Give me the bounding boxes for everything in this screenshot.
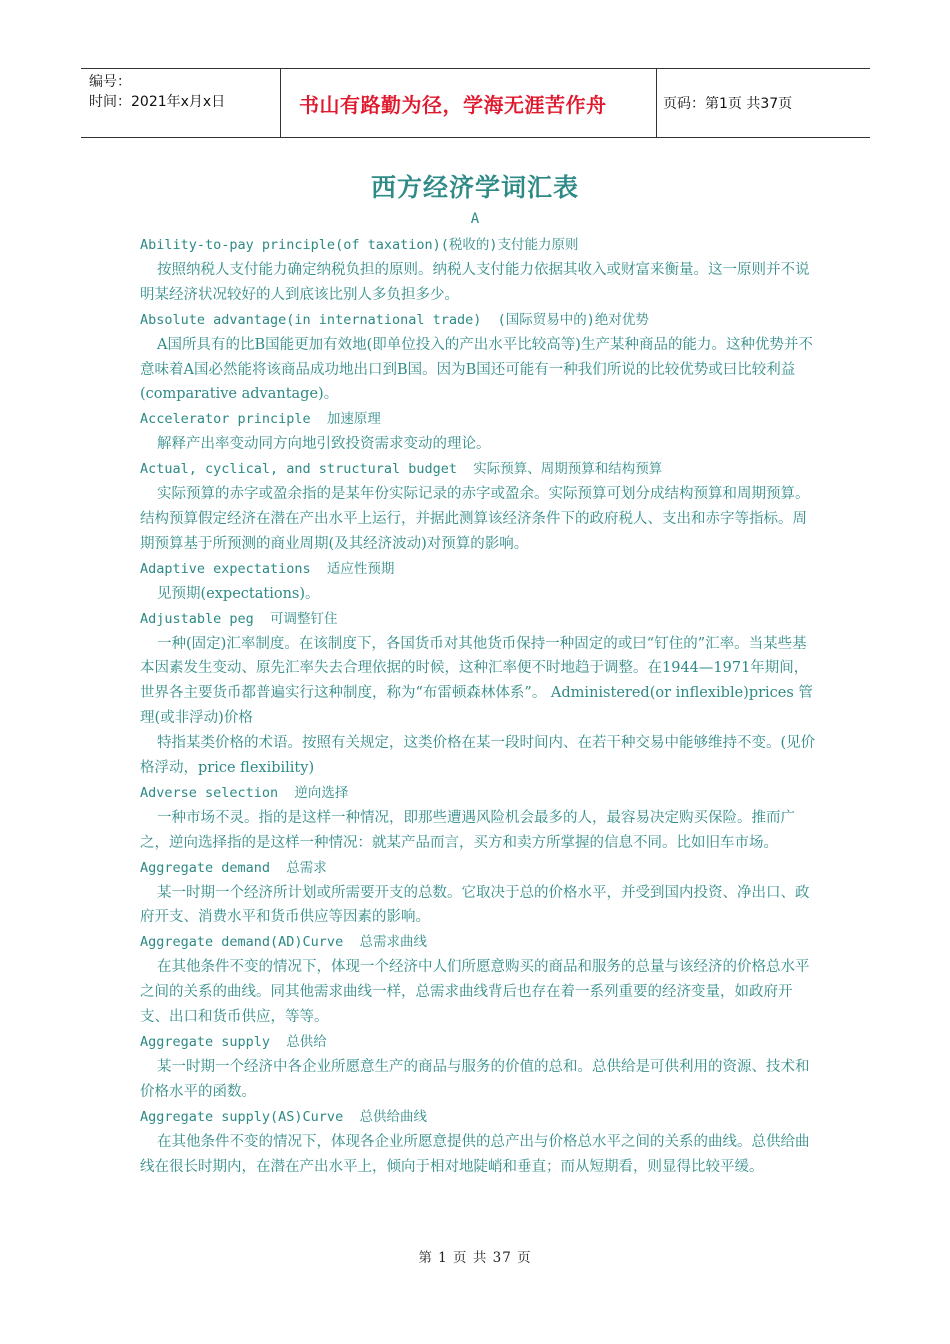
entry-term: Adverse selection 逆向选择 xyxy=(140,784,349,801)
entry-term: Adjustable peg 可调整钉住 xyxy=(140,610,338,627)
header-meta-cell xyxy=(81,69,281,137)
entry-description: 解释产出率变动同方向地引致投资需求变动的理论。 xyxy=(157,436,491,453)
header-page-cell xyxy=(657,69,870,137)
header-motto-cell xyxy=(281,69,657,137)
entry-term: Actual, cyclical, and structural budget 实际预算、周期预算和结构预算 xyxy=(140,461,663,478)
glossary-entry xyxy=(140,308,820,408)
entry-description: 在其他条件不变的情况下，体现各企业所愿意提供的总产出与价格总水平之间的关系的曲线。总供给曲线在很长时期内，在潜在产出水平上，倾向于相对地陡峭和垂直；而从短期看，则显得比较平缓。 xyxy=(140,1133,810,1175)
glossary-entry xyxy=(140,930,820,1030)
glossary-entry xyxy=(140,407,820,457)
entry-term: Ability-to-pay principle(of taxation)(税收的)支付能力原则 xyxy=(140,237,579,253)
glossary-entry xyxy=(140,607,820,732)
glossary-entry xyxy=(140,457,820,557)
date-label: 时间：2021年x月x日 xyxy=(89,94,226,110)
entry-description: 特指某类价格的术语。按照有关规定，这类价格在某一段时间内、在若干种交易中能够维持不变。(见价格浮动，price flexibility) xyxy=(140,735,816,777)
page-info: 页码：第1页 共37页 xyxy=(663,96,793,112)
glossary-body xyxy=(140,233,820,1179)
entry-description: 一种市场不灵。指的是这样一种情况，即那些遭遇风险机会最多的人，最容易决定购买保险。推而广之，逆向选择指的是这样一种情况：就某产品而言，买方和卖方所掌握的信息不同。比如旧车市场。 xyxy=(140,809,795,851)
entry-term: Aggregate supply 总供给 xyxy=(140,1034,327,1050)
glossary-entry xyxy=(140,233,820,308)
document-title: 西方经济学词汇表 xyxy=(370,173,579,202)
entry-description: 某一时期一个经济所计划或所需要开支的总数。它取决于总的价格水平，并受到国内投资、净出口、政府开支、消费水平和货币供应等因素的影响。 xyxy=(140,884,810,926)
glossary-entry xyxy=(140,557,820,607)
glossary-entry xyxy=(140,731,820,781)
header-table xyxy=(81,68,870,138)
page-footer: 第 1 页 共 37 页 xyxy=(418,1250,532,1266)
glossary-entry xyxy=(140,856,820,931)
entry-term: Aggregate supply(AS)Curve 总供给曲线 xyxy=(140,1108,427,1125)
entry-description: 在其他条件不变的情况下，体现一个经济中人们所愿意购买的商品和服务的总量与该经济的价格总水平之间的关系的曲线。同其他需求曲线一样，总需求曲线背后也存在着一系列重要的经济变量，如政府开支、出口和货币供应，等等。 xyxy=(140,959,810,1026)
entry-description: 见预期(expectations)。 xyxy=(157,585,320,602)
entry-description: 某一时期一个经济中各企业所愿意生产的商品与服务的价值的总和。总供给是可供利用的资源、技术和价格水平的函数。 xyxy=(140,1058,810,1100)
entry-term: Absolute advantage(in international trade) (国际贸易中的)绝对优势 xyxy=(140,311,649,328)
entry-description: A国所具有的比B国能更加有效地(即单位投入的产出水平比较高等)生产某种商品的能力。这种优势并不意味着A国必然能将该商品成功地出口到B国。因为B国还可能有一种我们所说的比较优势或曰比较利益(comparative advantage)。 xyxy=(140,336,813,403)
entry-term: Aggregate demand(AD)Curve 总需求曲线 xyxy=(140,934,427,951)
entry-description: 实际预算的赤字或盈余指的是某年份实际记录的赤字或盈余。实际预算可划分成结构预算和周期预算。结构预算假定经济在潜在产出水平上运行，并据此测算该经济条件下的政府税人、支出和赤字等指标。周期预算基于所预测的商业周期(及其经济波动)对预算的影响。 xyxy=(140,486,810,552)
entry-term: Aggregate demand 总需求 xyxy=(140,859,327,876)
section-letter: A xyxy=(470,211,480,227)
glossary-entry xyxy=(140,1105,820,1180)
entry-term: Adaptive expectations 适应性预期 xyxy=(140,560,395,577)
entry-description: 按照纳税人支付能力确定纳税负担的原则。纳税人支付能力依据其收入或财富来衡量。这一原则并不说明某经济状况较好的人到底该比别人多负担多少。 xyxy=(140,261,810,303)
motto-text: 书山有路勤为径，学海无涯苦作舟 xyxy=(299,92,607,117)
entry-term: Accelerator principle 加速原理 xyxy=(140,411,381,428)
entry-description: 一种(固定)汇率制度。在该制度下，各国货币对其他货币保持一种固定的或曰“钉住的”汇率。当某些基本因素发生变动、原先汇率失去合理依据的时候，这种汇率便不时地趋于调整。在1944—1971年期间，世界各主要货币都普遍实行这种制度，称为“布雷顿森林体系”。 Administered(or inflexible)prices 管理(或非浮动)价格 xyxy=(140,635,813,727)
glossary-entry xyxy=(140,781,820,856)
glossary-entry xyxy=(140,1030,820,1105)
number-label: 编号： xyxy=(89,74,131,90)
